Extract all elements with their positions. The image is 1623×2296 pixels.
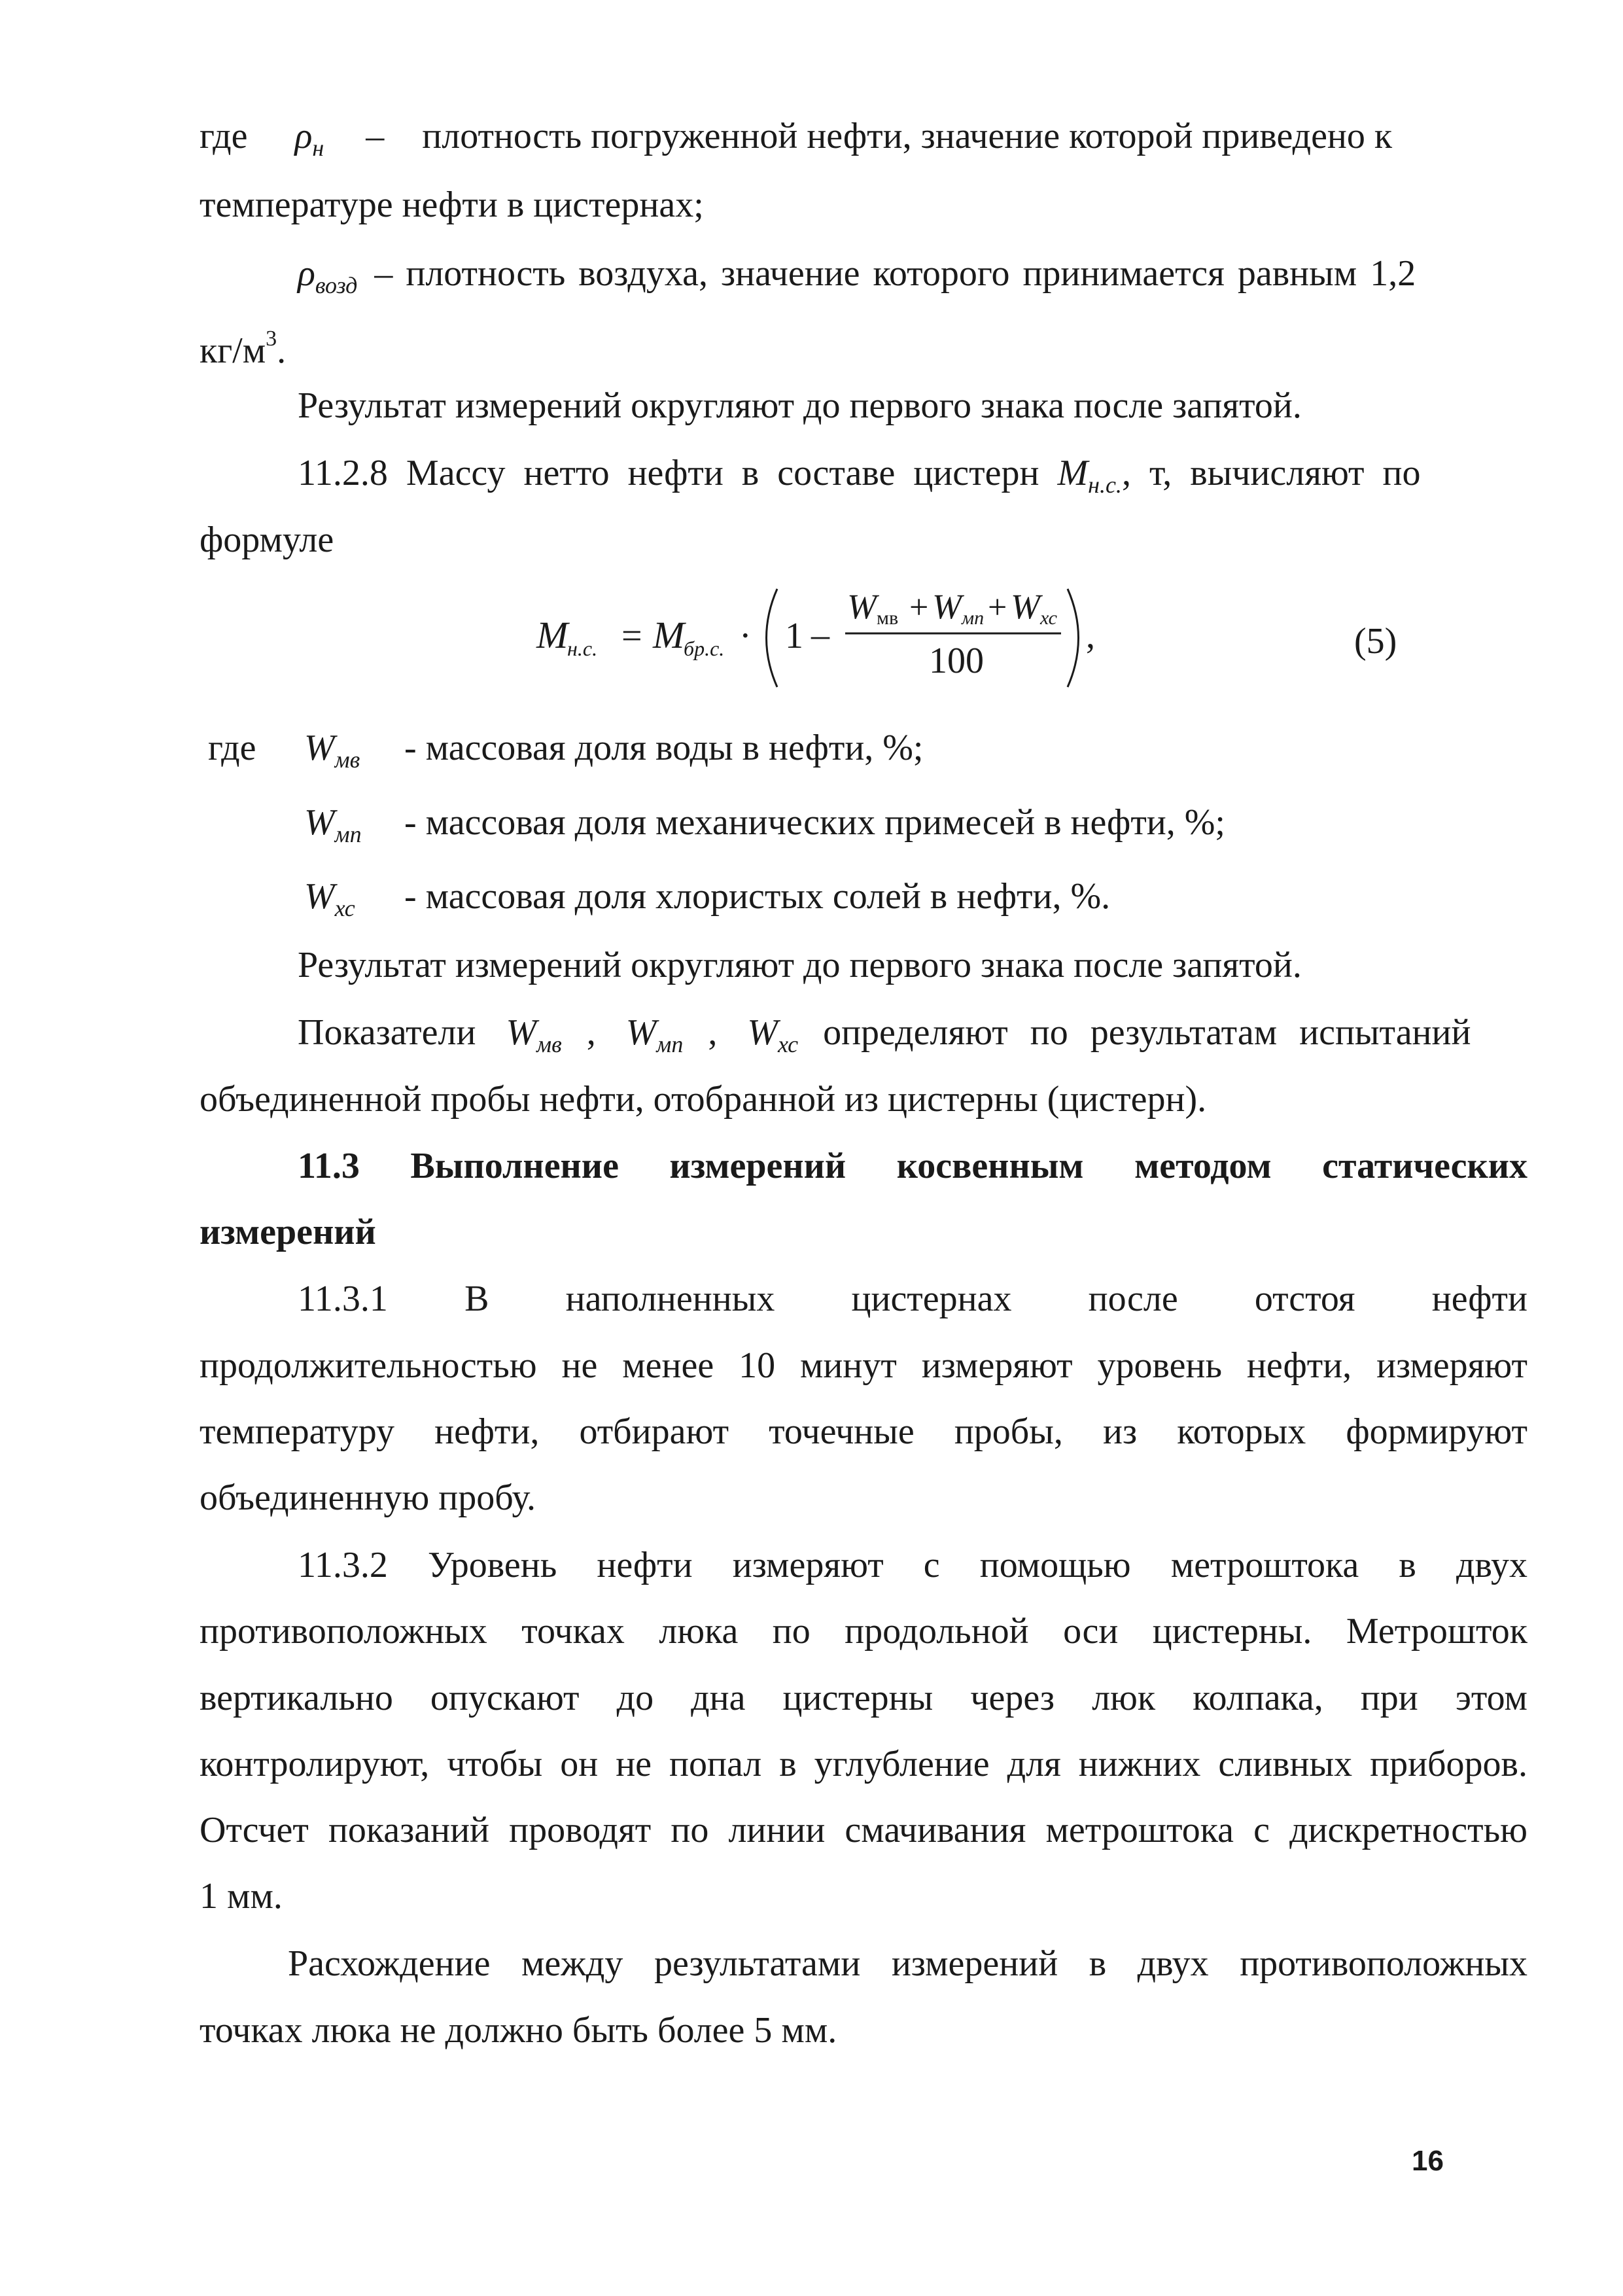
dash: – <box>366 116 385 156</box>
right-paren <box>1068 589 1079 687</box>
def-row-2-var: $W_{мп}$ <box>304 802 362 847</box>
num-w2: W <box>932 587 962 626</box>
minus-sign: – <box>811 614 829 655</box>
p2-line2: $кг/м^3$. <box>200 327 287 371</box>
p3-line: Результат измерений округляют до первого знака после запятой. <box>298 385 1302 426</box>
p8-line5: Отсчет показаний проводят по линии смачивания метроштока с дискретностью <box>200 1810 1527 1850</box>
p9-line2: точках люка не должно быть более 5 мм. <box>200 2010 837 2051</box>
p4-line1: 11.2.8 Массу нетто нефти в составе цистерн $M_{н.с.}$, т, вычисляют по <box>298 453 1421 498</box>
formula-number: (5) <box>1354 621 1397 662</box>
p2-line1 <box>298 251 1416 308</box>
page-number: 16 <box>1412 2145 1444 2177</box>
m-br-sub: бр.с. <box>684 637 725 660</box>
p6-line2: объединенной пробы нефти, отобранной из цистерны (цистерн). <box>200 1079 1207 1120</box>
formula-5 <box>530 576 1119 700</box>
def-row-1-var: $W_{мв}$ <box>304 728 360 773</box>
formula-svg <box>530 576 1119 700</box>
mass-net-var: $M_{н.с.}$ <box>1057 453 1122 498</box>
left-paren <box>767 589 778 687</box>
def-row-1-lead: где <box>208 728 256 768</box>
one: 1 <box>785 616 803 656</box>
p7-line3: температуру нефти, отбирают точечные пробы, из которых формируют <box>200 1411 1527 1452</box>
p7-line4: объединенную пробу. <box>200 1477 536 1518</box>
p6-line1: Показатели $W_{мв}$ , $W_{мп}$ , $W_{хс}$ определяют по результатам испытаний <box>298 1012 1471 1057</box>
num-w3: W <box>1011 587 1040 626</box>
plus-2: + <box>988 589 1007 626</box>
rho-symbol: $\rho_н$ <box>294 116 324 161</box>
lhs-m: M <box>536 614 568 656</box>
p8-line6: 1 мм. <box>200 1876 283 1916</box>
def-row-3-text: - массовая доля хлористых солей в нефти, %. <box>404 876 1111 917</box>
p7-line2: продолжительностью не менее 10 минут измеряют уровень нефти, измеряют <box>200 1345 1527 1386</box>
dot-sign: · <box>739 616 752 656</box>
section-heading-line1: 11.3 Выполнение измерений косвенным методом статических <box>298 1146 1527 1186</box>
def-row-2-text: - массовая доля механических примесей в нефти, %; <box>404 802 1225 843</box>
p9-line1: Расхождение между результатами измерений в двух противоположных <box>288 1943 1527 1984</box>
num-w1-sub: мв <box>877 607 899 629</box>
p8-line4: контролируют, чтобы он не попал в углубление для нижних сливных приборов. <box>200 1744 1527 1784</box>
p1-text1: плотность погруженной нефти, значение которой приведено к <box>422 116 1393 156</box>
p5-line: Результат измерений округляют до первого знака после запятой. <box>298 945 1302 985</box>
def-row-3-var: $W_{хс}$ <box>304 876 355 921</box>
p1-line1 <box>200 113 1518 171</box>
p2-text1: – плотность воздуха, значение которого принимается равным 1,2 <box>374 253 1416 294</box>
eq-sign: = <box>621 616 642 656</box>
denominator: 100 <box>929 641 984 681</box>
p1-line2: температуре нефти в цистернах; <box>200 185 704 225</box>
num-w3-sub: хс <box>1040 607 1057 629</box>
rho-air-symbol: $\rho_{возд}$ <box>298 253 358 298</box>
p4-line2: формуле <box>200 520 334 560</box>
num-w2-sub: мп <box>962 607 985 629</box>
section-heading-line2: измерений <box>200 1212 376 1252</box>
m-br: M <box>653 614 685 656</box>
formula-comma: , <box>1086 616 1095 656</box>
def-row-1-text: - массовая доля воды в нефти, %; <box>404 728 924 768</box>
lhs-sub: н.с. <box>567 637 598 660</box>
plus-1: + <box>909 589 929 626</box>
p8-line3: вертикально опускают до дна цистерны через люк колпака, при этом <box>200 1678 1527 1718</box>
p7-line1: 11.3.1 В наполненных цистернах после отстоя нефти <box>298 1279 1527 1319</box>
p8-line1: 11.3.2 Уровень нефти измеряют с помощью метроштока в двух <box>298 1545 1527 1585</box>
p8-line2: противоположных точках люка по продольной оси цистерны. Метрошток <box>200 1611 1527 1651</box>
num-w1: W <box>847 587 877 626</box>
gde-label: где <box>200 116 248 156</box>
